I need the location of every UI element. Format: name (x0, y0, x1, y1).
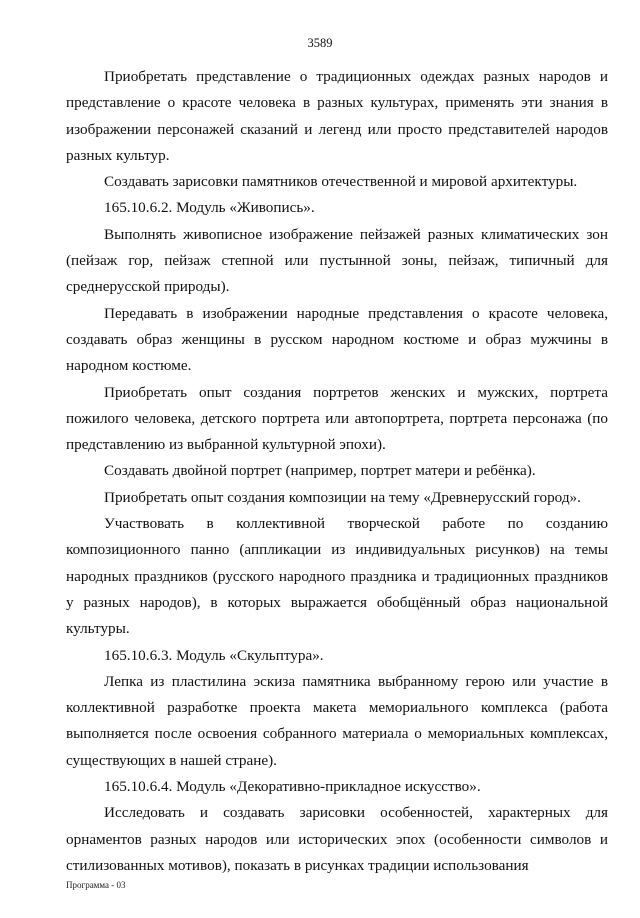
section-heading: 165.10.6.4. Модуль «Декоративно-прикладное искусство». (104, 778, 481, 796)
page-number: 3589 (307, 36, 333, 50)
paragraph: Создавать двойной портрет (например, портрет матери и ребёнка). (104, 462, 536, 480)
paragraph: Участвовать в коллективной творческой работе по созданию композиционного панно (аппликации из индивидуальных рисунков) на темы народных праздников (русского народного праздника и традиционных праздников у разных народов), в которых выражается обобщённый образ национальной культуры. (66, 515, 608, 638)
paragraph: Передавать в изображении народные представления о красоте человека, создавать образ женщины в русском народном костюме и образ мужчины в народном костюме. (66, 304, 608, 375)
paragraph: Лепка из пластилина эскиза памятника выбранному герою или участие в коллективной разработке проекта макета мемориального комплекса (работа выполняется после освоения собранного материала о мемориальных комплексах, существующих в нашей стране). (66, 672, 608, 769)
paragraph: Исследовать и создавать зарисовки особенностей, характерных для орнаментов разных народов или исторических эпох (особенности символов и стилизованных мотивов), показать в рисунках традиции использования (66, 804, 608, 874)
paragraph: Приобретать представление о традиционных одеждах разных народов и представление о красоте человека в разных культурах, применять эти знания в изображении персонажей сказаний и легенд или просто представителей народов разных культур. (66, 68, 608, 164)
paragraph: Приобретать опыт создания портретов женских и мужских, портрета пожилого человека, детского портрета или автопортрета, портрета персонажа (по представлению из выбранной культурной эпохи). (66, 383, 608, 454)
paragraph: Приобретать опыт создания композиции на тему «Древнерусский город». (104, 488, 581, 506)
paragraph: Выполнять живописное изображение пейзажей разных климатических зон (пейзаж гор, пейзаж степной или пустынной зоны, пейзаж, типичный для среднерусской природы). (66, 225, 608, 296)
paragraph: Создавать зарисовки памятников отечественной и мировой архитектуры. (104, 173, 578, 191)
footer-label: Программа - 03 (66, 880, 126, 890)
section-heading: 165.10.6.2. Модуль «Живопись». (104, 199, 315, 217)
section-heading: 165.10.6.3. Модуль «Скульптура». (104, 646, 324, 664)
document-body (66, 64, 608, 879)
